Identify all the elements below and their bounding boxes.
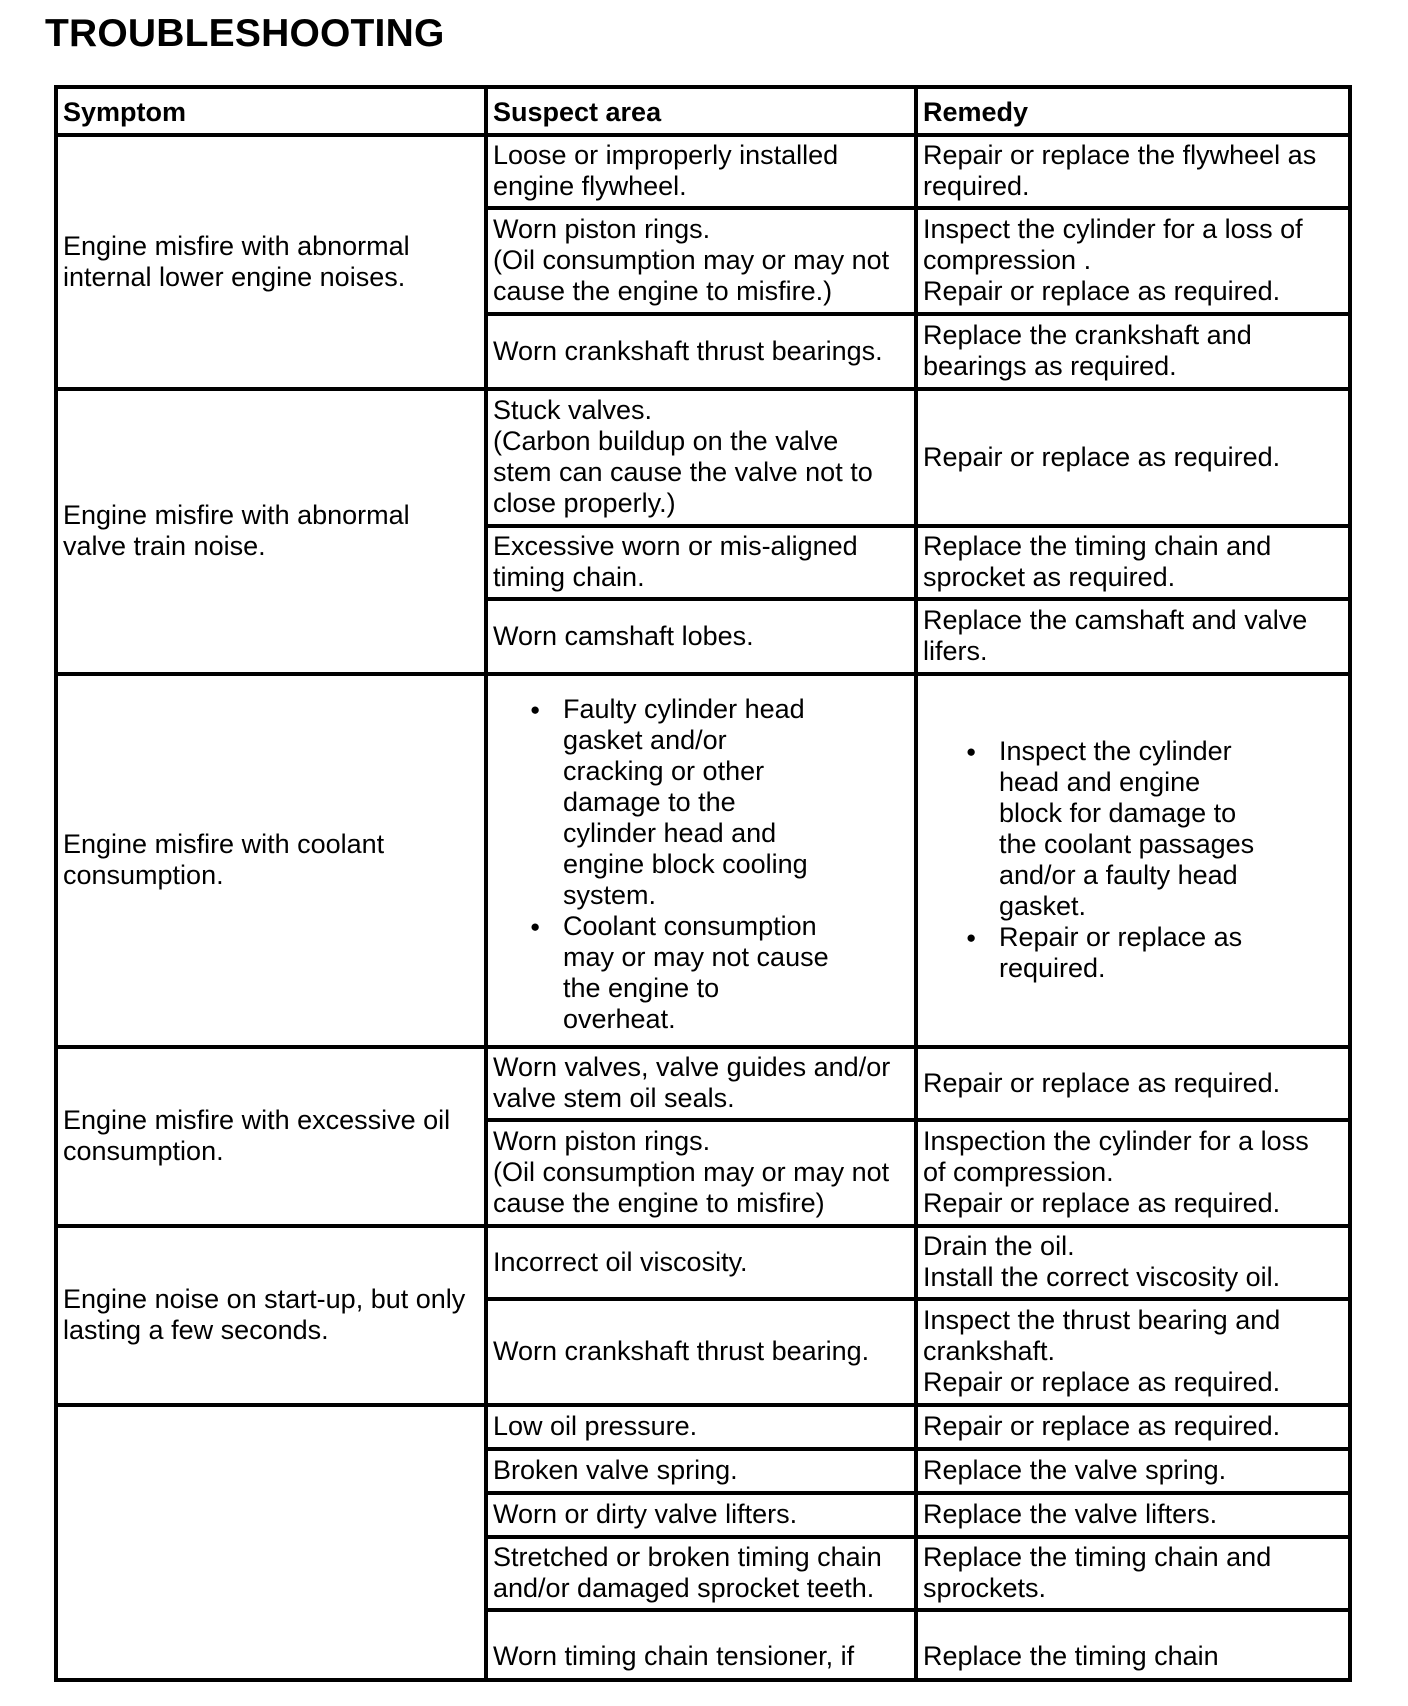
list-item <box>563 694 910 911</box>
bullet-line: ● Coolant consumption <box>563 911 817 941</box>
bullet-line: gasket and/or <box>563 725 727 755</box>
remedy-line: required. <box>923 171 1030 201</box>
table-row <box>56 1047 1350 1120</box>
suspect-cell <box>486 1610 916 1680</box>
remedy-line: sprocket as required. <box>923 562 1176 592</box>
symptom-cell <box>56 1047 486 1226</box>
remedy-line: Repair or replace as required. <box>923 276 1281 306</box>
symptom-line: Engine misfire with excessive oil <box>63 1105 451 1135</box>
list-item <box>563 911 910 1035</box>
remedy-line: Inspection the cylinder for a loss <box>923 1126 1309 1156</box>
remedy-cell <box>916 526 1350 599</box>
bullet-line: ● Inspect the cylinder <box>999 736 1232 766</box>
remedy-cell <box>916 1493 1350 1537</box>
remedy-cell <box>916 1449 1350 1493</box>
remedy-cell <box>916 1047 1350 1120</box>
remedy-line: Repair or replace as required. <box>923 441 1281 472</box>
symptom-cell <box>56 674 486 1047</box>
bullet-line: and/or a faulty head <box>999 860 1238 890</box>
remedy-line: Inspect the thrust bearing and <box>923 1305 1281 1335</box>
bullet-line: ● Repair or replace as <box>999 922 1243 952</box>
list-item <box>999 736 1344 922</box>
suspect-line: close properly.) <box>493 488 676 518</box>
suspect-cell <box>486 1405 916 1449</box>
suspect-line: cause the engine to misfire) <box>493 1188 825 1218</box>
bullet-line: the coolant passages <box>999 829 1255 859</box>
remedy-line: compression . <box>923 245 1092 275</box>
suspect-bullet-list <box>493 694 910 1035</box>
suspect-line: Worn crankshaft thrust bearings. <box>493 335 883 366</box>
suspect-cell <box>486 599 916 674</box>
table-row <box>56 674 1350 1047</box>
table-row <box>56 135 1350 208</box>
remedy-cell <box>916 1405 1350 1449</box>
suspect-line: Worn crankshaft thrust bearing. <box>493 1336 870 1366</box>
suspect-line: Worn camshaft lobes. <box>493 620 754 651</box>
suspect-line: Worn timing chain tensioner, if <box>493 1641 855 1671</box>
symptom-line: consumption. <box>63 860 224 890</box>
remedy-cell <box>916 389 1350 526</box>
remedy-line: Replace the valve lifters. <box>923 1499 1218 1529</box>
suspect-cell <box>486 1493 916 1537</box>
table-row <box>56 1405 1350 1449</box>
bullet-line: cylinder head and <box>563 818 777 848</box>
remedy-cell <box>916 1537 1350 1610</box>
bullet-line: head and engine <box>999 767 1201 797</box>
suspect-line: Worn piston rings. <box>493 214 711 244</box>
suspect-line: Excessive worn or mis-aligned <box>493 531 858 561</box>
symptom-line: Engine misfire with coolant <box>63 829 385 859</box>
header-row <box>56 87 1350 135</box>
header-symptom: Symptom <box>56 87 486 135</box>
suspect-cell <box>486 1299 916 1405</box>
suspect-cell <box>486 208 916 314</box>
bullet-line: the engine to <box>563 973 720 1003</box>
suspect-line: Loose or improperly installed <box>493 140 839 170</box>
suspect-line: Worn piston rings. <box>493 1126 711 1156</box>
suspect-cell <box>486 135 916 208</box>
bullet-line: gasket. <box>999 891 1087 921</box>
suspect-cell <box>486 1120 916 1226</box>
suspect-line: valve stem oil seals. <box>493 1083 735 1113</box>
bullet-line: system. <box>563 880 657 910</box>
suspect-cell <box>486 1449 916 1493</box>
suspect-line: stem can cause the valve not to <box>493 457 873 487</box>
bullet-line: cracking or other <box>563 756 765 786</box>
remedy-line: Install the correct viscosity oil. <box>923 1262 1281 1292</box>
suspect-cell <box>486 1537 916 1610</box>
symptom-line: internal lower engine noises. <box>63 261 406 292</box>
remedy-cell <box>916 1299 1350 1405</box>
suspect-line: engine flywheel. <box>493 171 687 201</box>
list-item <box>999 922 1344 984</box>
bullet-line: required. <box>999 953 1106 983</box>
bullet-line: engine block cooling <box>563 849 808 879</box>
symptom-line: valve train noise. <box>63 531 266 561</box>
remedy-line: Repair or replace as required. <box>923 1367 1281 1397</box>
suspect-line: (Carbon buildup on the valve <box>493 426 839 456</box>
suspect-line: Low oil pressure. <box>493 1411 698 1441</box>
remedy-line: Repair or replace the flywheel as <box>923 140 1317 170</box>
remedy-line: Replace the timing chain <box>923 1641 1219 1671</box>
suspect-cell <box>486 314 916 389</box>
bullet-line: overheat. <box>563 1004 676 1034</box>
bullet-line: may or may not cause <box>563 942 829 972</box>
suspect-line: (Oil consumption may or may not <box>493 245 890 275</box>
header-remedy: Remedy <box>916 87 1350 135</box>
suspect-line: Stuck valves. <box>493 395 653 425</box>
header-suspect-area: Suspect area <box>486 87 916 135</box>
symptom-line: consumption. <box>63 1136 224 1166</box>
remedy-line: Replace the valve spring. <box>923 1455 1227 1485</box>
bullet-line: damage to the <box>563 787 736 817</box>
remedy-bullet-list <box>923 736 1344 984</box>
suspect-line: Worn valves, valve guides and/or <box>493 1052 891 1082</box>
remedy-line: sprockets. <box>923 1573 1047 1603</box>
remedy-line: lifers. <box>923 636 988 666</box>
suspect-line: cause the engine to misfire.) <box>493 276 833 306</box>
remedy-cell <box>916 1610 1350 1680</box>
remedy-line: Replace the timing chain and <box>923 1542 1272 1572</box>
remedy-cell <box>916 135 1350 208</box>
bullet-line: block for damage to <box>999 798 1237 828</box>
symptom-line: Engine noise on start-up, but only <box>63 1284 466 1314</box>
symptom-cell <box>56 1226 486 1405</box>
remedy-cell <box>916 1226 1350 1299</box>
remedy-line: Repair or replace as required. <box>923 1067 1281 1098</box>
remedy-line: of compression. <box>923 1157 1114 1187</box>
suspect-line: timing chain. <box>493 562 645 592</box>
suspect-cell <box>486 674 916 1047</box>
remedy-line: Replace the timing chain and <box>923 531 1272 561</box>
bullet-line: ● Faulty cylinder head <box>563 694 805 724</box>
suspect-line: Incorrect oil viscosity. <box>493 1246 748 1277</box>
suspect-line: and/or damaged sprocket teeth. <box>493 1573 875 1603</box>
remedy-line: Repair or replace as required. <box>923 1411 1281 1441</box>
symptom-line: Engine misfire with abnormal <box>63 230 410 261</box>
troubleshooting-table <box>54 85 1352 1682</box>
remedy-line: Inspect the cylinder for a loss of <box>923 214 1303 244</box>
suspect-line: Stretched or broken timing chain <box>493 1542 882 1572</box>
suspect-cell <box>486 1226 916 1299</box>
remedy-line: Replace the crankshaft and <box>923 320 1252 350</box>
suspect-cell <box>486 1047 916 1120</box>
symptom-cell <box>56 389 486 674</box>
symptom-line: Engine misfire with abnormal <box>63 500 410 530</box>
suspect-cell <box>486 526 916 599</box>
remedy-cell <box>916 1120 1350 1226</box>
suspect-line: (Oil consumption may or may not <box>493 1157 890 1187</box>
symptom-line: lasting a few seconds. <box>63 1315 329 1345</box>
remedy-line: bearings as required. <box>923 351 1177 381</box>
suspect-line: Worn or dirty valve lifters. <box>493 1499 798 1529</box>
remedy-line: Repair or replace as required. <box>923 1188 1281 1218</box>
remedy-line: Drain the oil. <box>923 1231 1075 1261</box>
symptom-cell-empty <box>56 1405 486 1680</box>
remedy-cell <box>916 314 1350 389</box>
remedy-cell <box>916 599 1350 674</box>
remedy-cell <box>916 674 1350 1047</box>
symptom-cell <box>56 135 486 389</box>
remedy-cell <box>916 208 1350 314</box>
suspect-cell <box>486 389 916 526</box>
page-title: TROUBLESHOOTING <box>45 12 445 55</box>
remedy-line: crankshaft. <box>923 1336 1056 1366</box>
table-row <box>56 1226 1350 1299</box>
table-row <box>56 389 1350 526</box>
remedy-line: Replace the camshaft and valve <box>923 605 1308 635</box>
suspect-line: Broken valve spring. <box>493 1455 738 1485</box>
